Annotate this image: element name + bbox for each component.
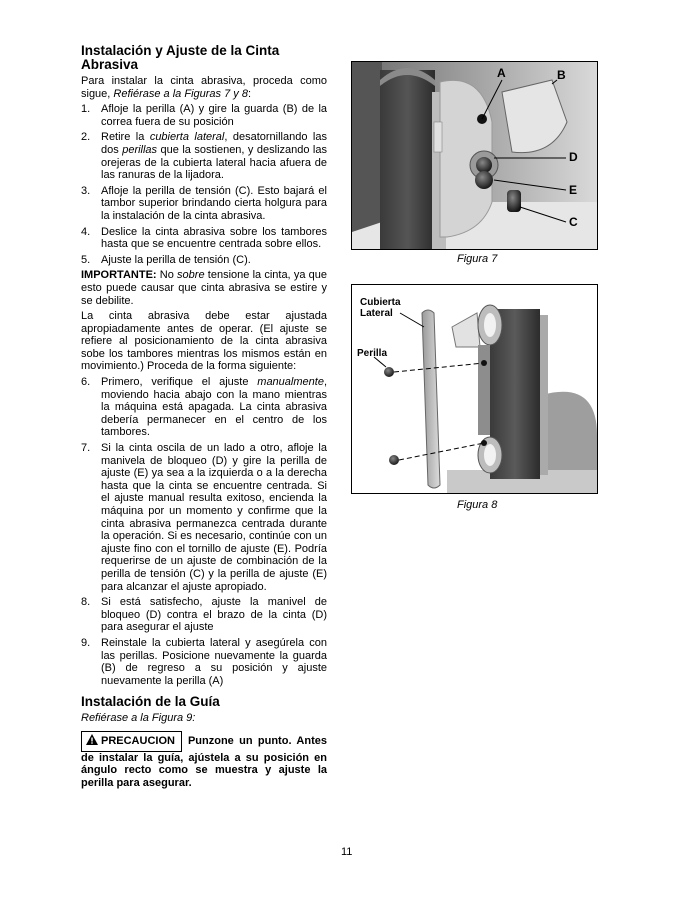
- step-5: 5. Ajuste la perilla de tensión (C).: [81, 253, 251, 266]
- page-number: 11: [341, 846, 353, 858]
- intro-paragraph: Para instalar la cinta abrasiva, proceda como sigue, Refiérase a la Figuras 7 y 8:: [81, 75, 327, 100]
- step-8: 8. Si está satisfecho, ajuste la manivel de bloqueo (D) contra el brazo de la cinta (D) para asegurar el ajuste: [81, 596, 327, 634]
- warning-triangle-icon: [86, 734, 98, 749]
- step-2: 2. Retire la cubierta lateral, desatornillando las dos perillas que la sostienen, y deslizando las orejeras de la cubierta lateral hacia afuera de las ranuras de la lijadora.: [81, 131, 327, 182]
- figure8-caption: Figura 8: [457, 499, 498, 511]
- step-9: 9. Reinstale la cubierta lateral y asegúrela con las perillas. Posicione nuevamente la guarda (B) de regreso a su posición y ajuste nuevamente la perilla (A): [81, 636, 327, 687]
- figure9-reference: Refiérase a la Figura 9:: [81, 712, 196, 725]
- figure7-label-b: B: [557, 68, 566, 82]
- figure7-label-a: A: [497, 66, 506, 80]
- step-6: 6. Primero, verifique el ajuste manualmente, moviendo hacia abajo con la mano mientras la máquina está apagada. La cinta abrasiva debería permanecer en el centro de los tambores.: [81, 376, 327, 439]
- figure7-label-d: D: [569, 150, 578, 164]
- important-note: IMPORTANTE: No sobre tensione la cinta, ya que esto puede causar que cinta abrasiva se estire y se debilite.: [81, 269, 327, 307]
- figure-7-photo: [351, 61, 598, 250]
- left-column: [81, 44, 327, 789]
- section-title-guide-installation: Instalación de la Guía: [81, 694, 220, 710]
- step-3: 3. Afloje la perilla de tensión (C). Esto bajará el tambor superior brindando cierta holgura para la instalación de la cinta abrasiva.: [81, 184, 327, 222]
- figure7-label-c: C: [569, 215, 578, 229]
- caution-block: PRECAUCION Punzone un punto. Antes de instalar la guía, ajústela a su posición en ángulo recto como se muestra y ajuste la perilla para asegurar.: [81, 731, 327, 789]
- caution-badge: PRECAUCION: [81, 731, 182, 752]
- step-1: 1. Afloje la perilla (A) y gire la guarda (B) de la correa fuera de su posición: [81, 103, 327, 128]
- figure8-label-cubierta: Cubierta Lateral: [360, 297, 401, 319]
- belt-sander-top-illustration: [352, 62, 597, 249]
- steps-list-1: [81, 103, 327, 266]
- section-title-belt-installation: Instalación y Ajuste de la Cinta Abrasiva: [81, 43, 280, 72]
- step-4: 4. Deslice la cinta abrasiva sobre los tambores hasta que se encuentre centrada sobre ellos.: [81, 225, 327, 251]
- figure7-label-e: E: [569, 183, 578, 197]
- figure7-caption: Figura 7: [457, 253, 498, 265]
- steps-list-2: [81, 376, 327, 687]
- figure8-label-perilla: Perilla: [357, 348, 388, 359]
- step-7: 7. Si la cinta oscila de un lado a otro, afloje la manivela de bloqueo (D) y gire la perilla de ajuste (E) ya sea a la izquierda o a la derecha hasta que la cinta se encuentre centrada. Si el ajuste manual resulta exitoso, encienda la máquina por un momento y confirme que la cinta abrasiva permanezca centrada durante la operación. Si es necesario, continúe con un ajuste fino con el tornillo de ajuste (E). Podría requerirse de un ajuste de combinación de la perilla de tensión (C) y la perilla de ajuste (E) para alcanzar el ajuste apropiado.: [81, 442, 327, 593]
- adjustment-paragraph: La cinta abrasiva debe estar ajustada apropiadamente antes de operar. (El ajuste se refiere al posicionamiento de la cinta abrasiva sobe los tambores mientras los mismos están en movimiento.) Proceda de la forma siguiente:: [81, 310, 327, 373]
